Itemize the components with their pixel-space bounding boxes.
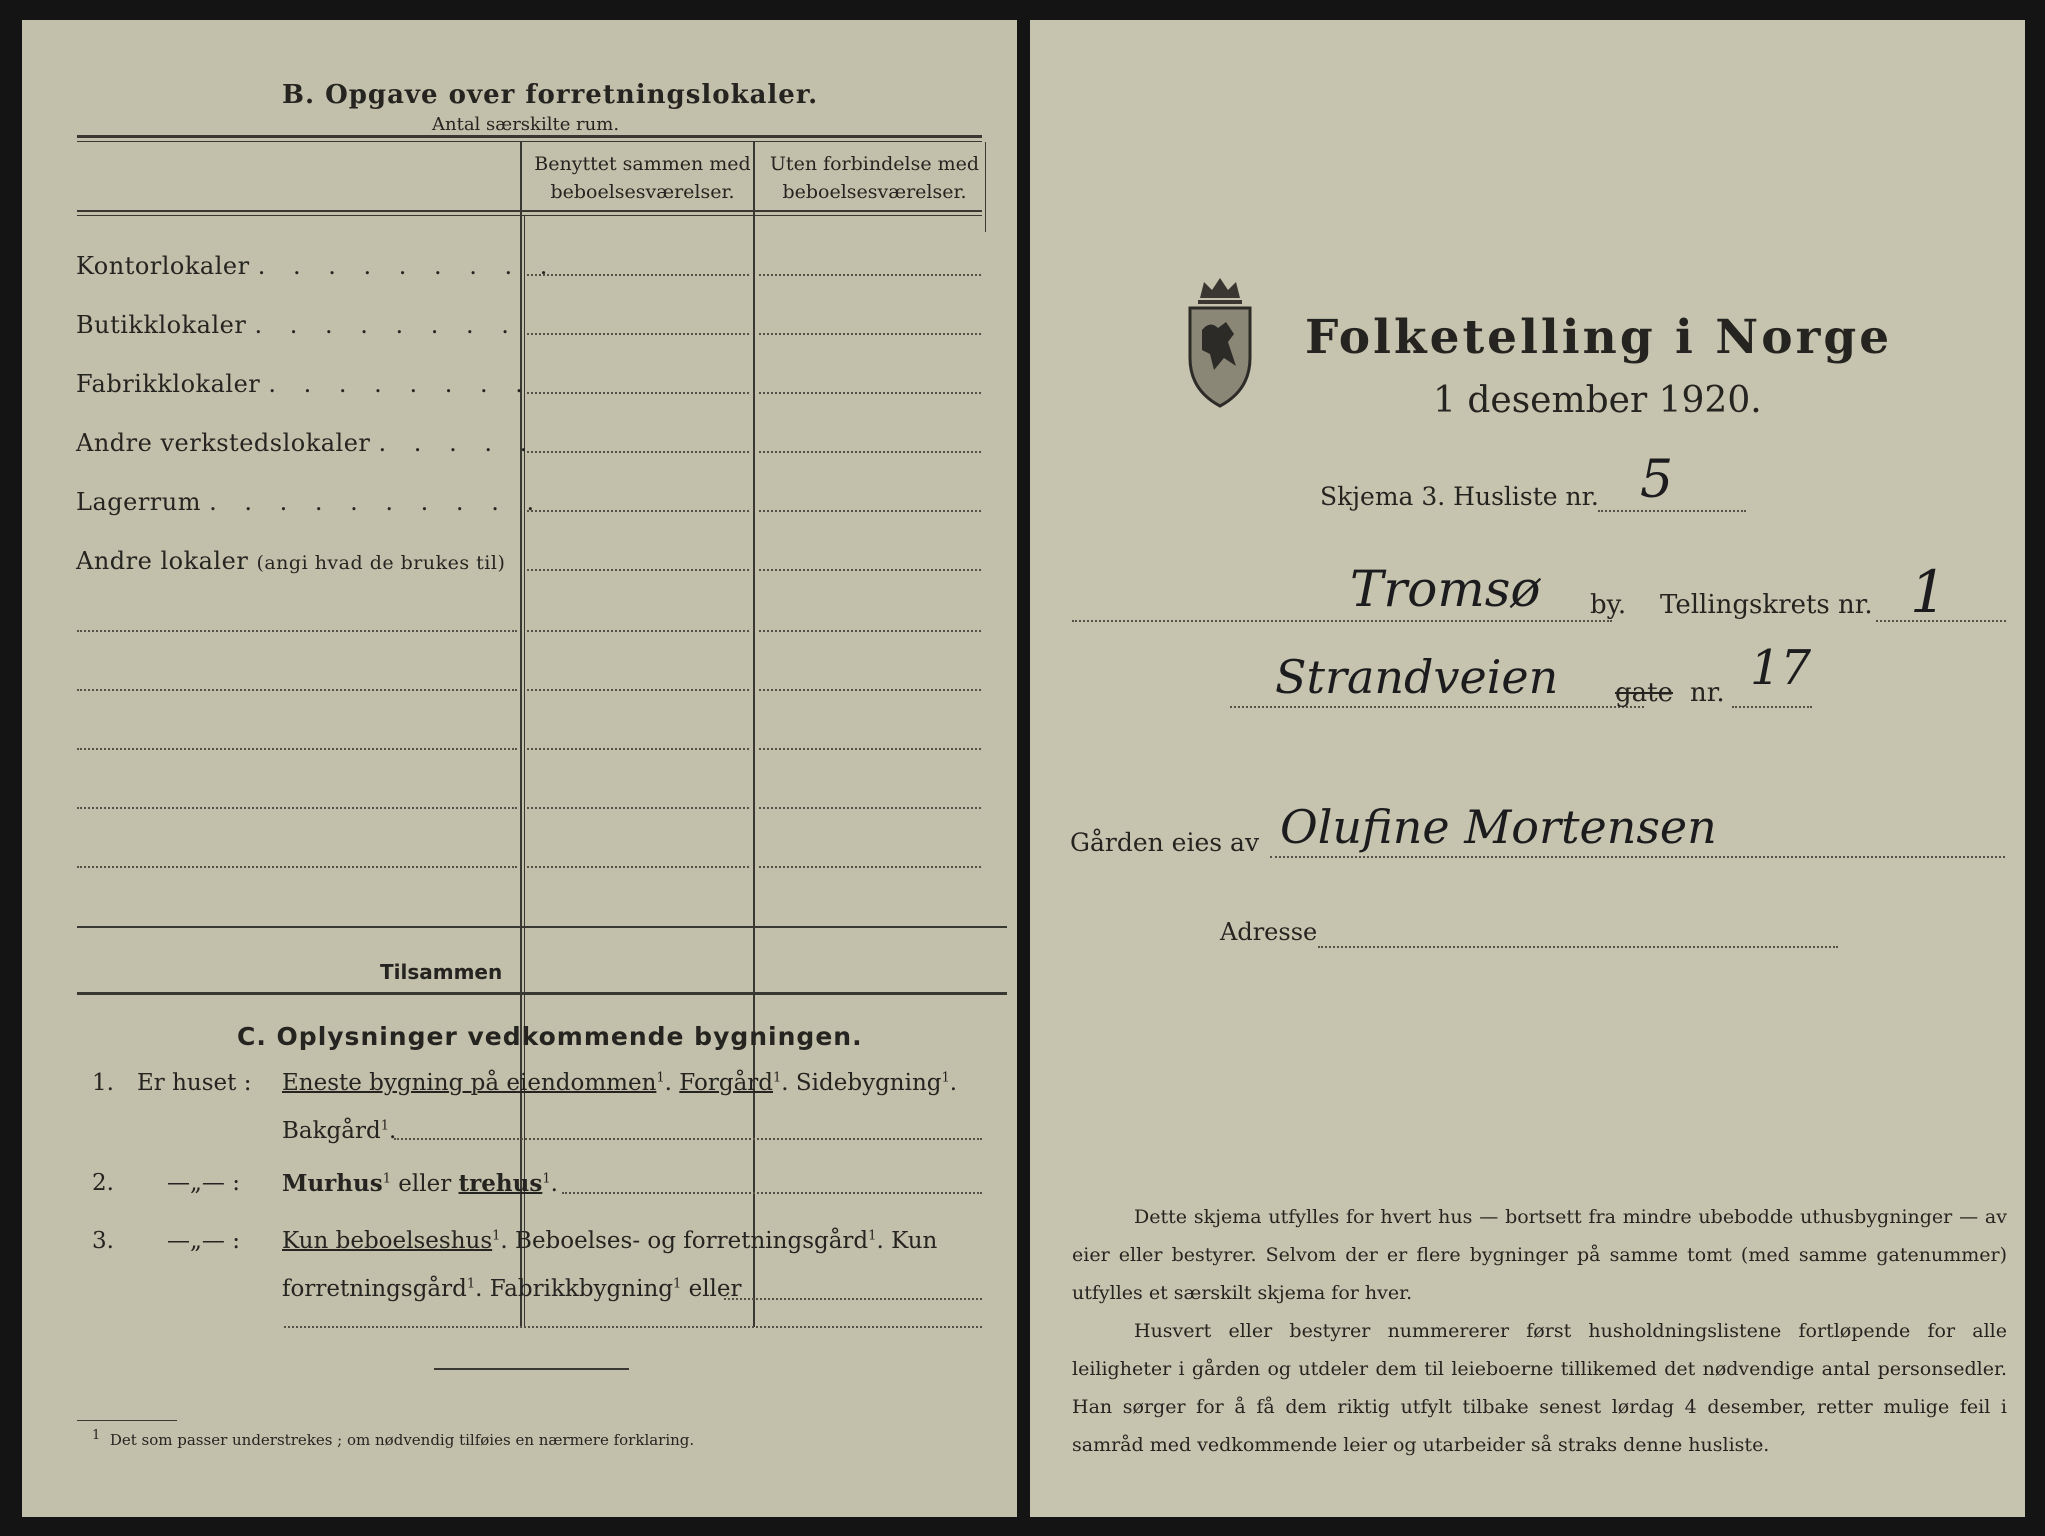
row-label-lagerrum: Lagerrum . . . . . . . . . . <box>76 488 545 516</box>
c-item-1-line2: Bakgård$^1$. <box>282 1118 397 1144</box>
husliste-number-value: 5 <box>1640 450 1674 510</box>
option-kun-beboelseshus: Kun beboelseshus <box>282 1228 493 1254</box>
row-label-verkstedslokaler: Andre verkstedslokaler . . . . . <box>76 429 538 457</box>
owner-label: Gården eies av <box>1070 828 1260 857</box>
row-label-fabrikklokaler: Fabrikklokaler . . . . . . . . <box>76 370 533 398</box>
total-label: Tilsammen <box>380 960 503 984</box>
c-item-2-prefix: —„— : <box>167 1170 240 1196</box>
c-item-2-number: 2. <box>92 1170 114 1196</box>
by-label: by. <box>1590 590 1627 620</box>
section-b-subtitle: Antal særskilte rum. <box>432 114 620 135</box>
option-forretningsgard: forretningsgård <box>282 1276 467 1302</box>
c-item-1-prefix: Er huset : <box>137 1070 252 1096</box>
option-eneste-bygning: Eneste bygning på eiendommen <box>282 1070 657 1096</box>
city-value: Tromsø <box>1350 560 1541 618</box>
coat-of-arms-icon <box>1180 270 1260 410</box>
street-value: Strandveien <box>1275 650 1559 704</box>
c-item-3-line2: forretningsgård$^1$. Fabrikkbygning$^1$ eller <box>282 1276 742 1302</box>
option-trehus: trehus <box>458 1170 543 1197</box>
left-page <box>22 20 1017 1517</box>
column-header-separate: Uten forbindelse med beboelsesværelser. <box>769 153 980 203</box>
krets-label: Tellingskrets nr. <box>1660 590 1873 620</box>
row-label-andre-lokaler: Andre lokaler (angi hvad de brukes til) <box>76 547 506 575</box>
street-number-label: nr. <box>1690 678 1725 708</box>
c-item-1-number: 1. <box>92 1070 114 1096</box>
owner-value: Olufine Mortensen <box>1280 800 1717 854</box>
c-item-1-options: Eneste bygning på eiendommen$^1$. Forgård$^1$. Sidebygning$^1$. <box>282 1070 958 1096</box>
section-c-title: C. Oplysninger vedkommende bygningen. <box>237 1022 863 1051</box>
option-bakgard: Bakgård <box>282 1118 381 1144</box>
option-fabrikkbygning: Fabrikkbygning <box>489 1276 673 1302</box>
instructions-paragraph-1: Dette skjema utfylles for hvert hus — bortsett fra mindre ubebodde uthusbygninger — av eier eller bestyrer. Selvom der er flere bygninger på samme tomt (med samme gatenummer) utfylles et særskilt skjema for hver. <box>1072 1206 2007 1304</box>
option-forgard: Forgård <box>679 1070 773 1096</box>
row-label-butikklokaler: Butikklokaler . . . . . . . . <box>76 311 519 339</box>
gate-label: gate <box>1615 678 1673 708</box>
c-item-3-prefix: —„— : <box>167 1228 240 1254</box>
street-number-value: 17 <box>1750 640 1812 696</box>
schema-label: Skjema 3. Husliste nr. <box>1320 482 1599 511</box>
document-title: Folketelling i Norge <box>1305 310 1893 365</box>
row-label-kontorlokaler: Kontorlokaler . . . . . . . . . <box>76 252 558 280</box>
option-murhus: Murhus <box>282 1170 383 1197</box>
census-date: 1 desember 1920. <box>1433 380 1762 421</box>
column-header-combined: Benyttet sammen med beboelsesværelser. <box>534 153 751 203</box>
section-b-title: B. Opgave over forretningslokaler. <box>282 80 819 110</box>
right-page <box>1030 20 2025 1517</box>
c-item-2-options: Murhus$^1$ eller trehus$^1$. <box>282 1170 558 1197</box>
instructions-paragraph-2: Husvert eller bestyrer nummererer først husholdningslistene fortløpende for alle leiligheter i gården og utdeler dem til leieboerne tillikemed det nødvendige antal personsedler. Han sørger for å få dem riktig utfylt tilbake senest lørdag 4 desember, retter mulige feil i samråd med vedkommende leier og utarbeider så straks denne husliste. <box>1072 1320 2007 1456</box>
address-label: Adresse <box>1220 918 1318 946</box>
c-item-3-options: Kun beboelseshus$^1$. Beboelses- og forretningsgård$^1$. Kun <box>282 1228 938 1254</box>
option-beboelses-og-forretningsgard: Beboelses- og forretningsgård <box>515 1228 869 1254</box>
address-field <box>1318 946 1838 948</box>
option-sidebygning: Sidebygning <box>795 1070 942 1096</box>
c-item-3-number: 3. <box>92 1228 114 1254</box>
krets-number-value: 1 <box>1910 558 1947 626</box>
footnote: 1 Det som passer understrekes ; om nødvendig tilføies en nærmere forklaring. <box>92 1428 695 1449</box>
